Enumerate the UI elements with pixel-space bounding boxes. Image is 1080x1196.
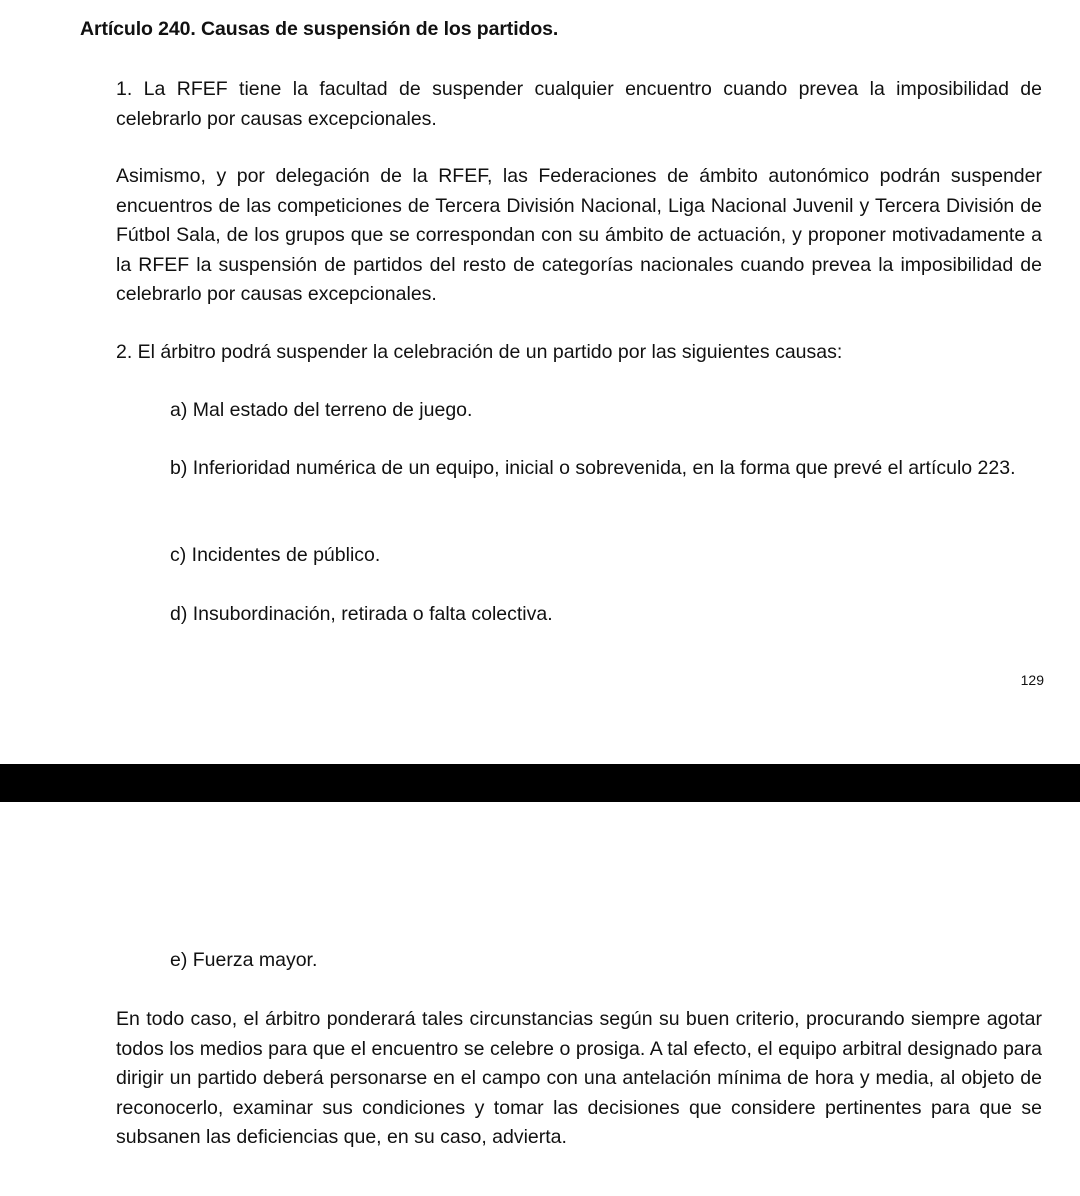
list-item-a: a) Mal estado del terreno de juego.: [170, 399, 473, 421]
document-page-bottom: [0, 802, 1080, 1196]
paragraph-delegation: Asimismo, y por delegación de la RFEF, las Federaciones de ámbito autonómico podrán suspender encuentros de las competiciones de Tercera División Nacional, Liga Nacional Juvenil y Tercera División de Fútbol Sala, de los grupos que se correspondan con su ámbito de actuación, y proponer motivadamente a la RFEF la suspensión de partidos del resto de categorías nacionales cuando prevea la imposibilidad de celebrarlo por causas excepcionales.: [116, 165, 1042, 305]
page-number: 129: [1020, 672, 1044, 688]
list-item-d: d) Insubordinación, retirada o falta colectiva.: [170, 603, 553, 625]
paragraph-final: En todo caso, el árbitro ponderará tales circunstancias según su buen criterio, procurando siempre agotar todos los medios para que el encuentro se celebre o prosiga. A tal efecto, el equipo arbitral designado para dirigir un partido deberá personarse en el campo con una antelación mínima de hora y media, al objeto de reconocerlo, examinar sus condiciones y tomar las decisiones que considere pertinentes para que se subsanen las deficiencias que, en su caso, advierta.: [116, 1008, 1042, 1148]
list-item-b: b) Inferioridad numérica de un equipo, inicial o sobrevenida, en la forma que prevé el artículo 223.: [170, 457, 1016, 479]
list-item-e: e) Fuerza mayor.: [170, 949, 318, 971]
page-separator-bar: [0, 764, 1080, 802]
list-item-c: c) Incidentes de público.: [170, 544, 381, 566]
paragraph-1: 1. La RFEF tiene la facultad de suspender cualquier encuentro cuando prevea la imposibilidad de celebrarlo por causas excepcionales.: [116, 78, 1042, 130]
article-heading: Artículo 240. Causas de suspensión de los partidos.: [80, 18, 559, 40]
paragraph-2: 2. El árbitro podrá suspender la celebración de un partido por las siguientes causas:: [116, 341, 843, 363]
